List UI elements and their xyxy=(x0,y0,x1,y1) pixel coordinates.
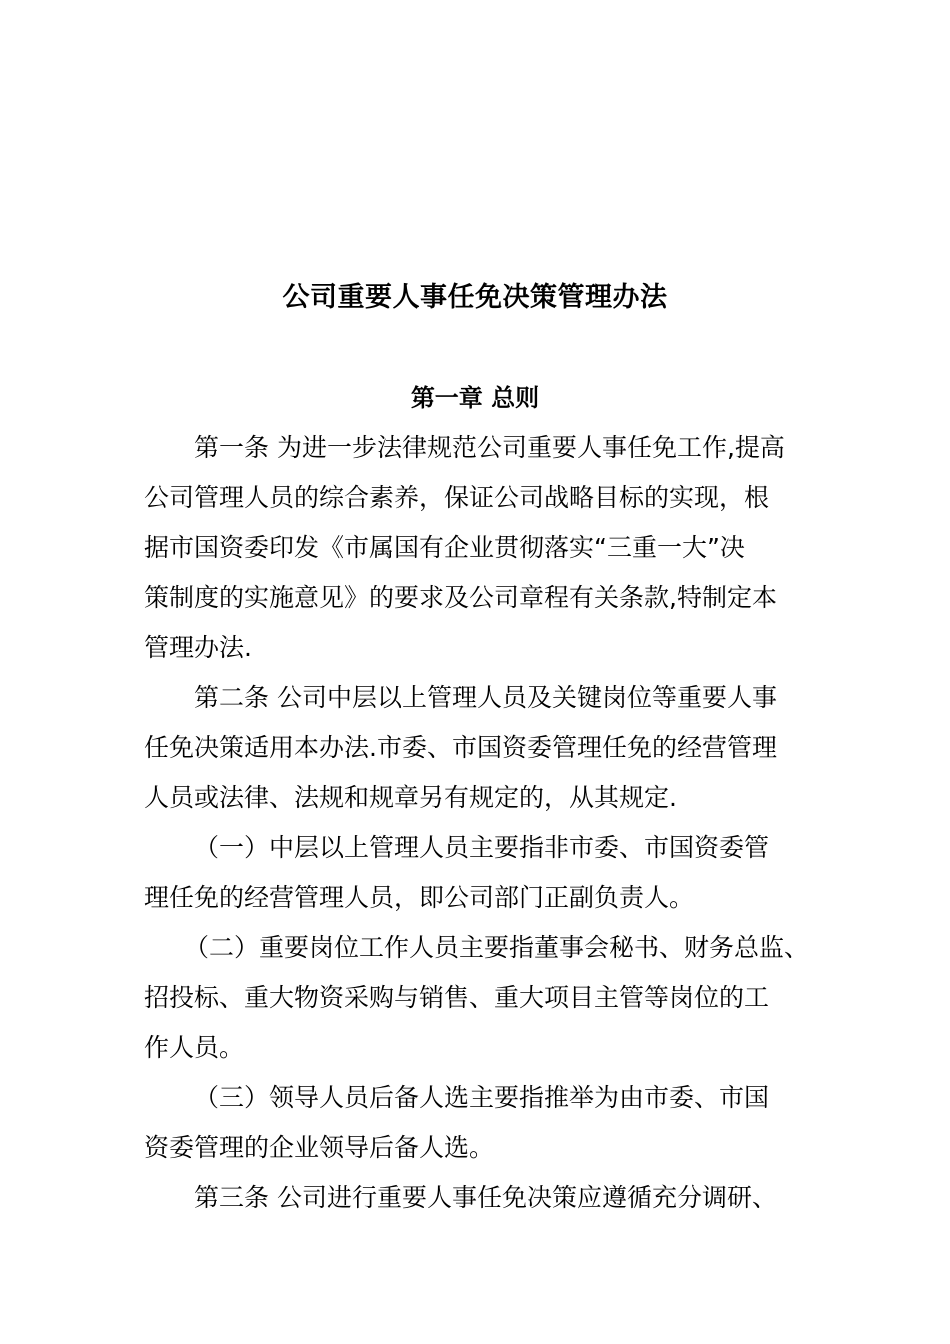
paragraph-line: 作人员。 xyxy=(144,1033,245,1062)
paragraph-line: （二）重要岗位工作人员主要指董事会秘书、财务总监、 xyxy=(184,933,810,962)
paragraph-line: 第二条 公司中层以上管理人员及关键岗位等重要人事 xyxy=(194,683,777,712)
paragraph-line: 第三条 公司进行重要人事任免决策应遵循充分调研、 xyxy=(194,1183,777,1212)
paragraph-line: 任免决策适用本办法.市委、市国资委管理任免的经营管理 xyxy=(144,733,777,762)
paragraph-line: 公司管理人员的综合素养，保证公司战略目标的实现，根 xyxy=(144,483,770,512)
paragraph-line: （三）领导人员后备人选主要指推举为由市委、市国 xyxy=(194,1083,770,1112)
paragraph-line: 管理办法. xyxy=(144,633,252,662)
paragraph-line: 据市国资委印发《市属国有企业贯彻落实“三重一大”决 xyxy=(144,533,745,562)
document-title: 公司重要人事任免决策管理办法 xyxy=(282,282,668,313)
paragraph-line: 人员或法律、法规和规章另有规定的，从其规定. xyxy=(144,783,677,812)
paragraph-line: 第一条 为进一步法律规范公司重要人事任免工作,提高 xyxy=(194,433,785,462)
paragraph-line: 理任免的经营管理人员，即公司部门正副负责人。 xyxy=(144,883,695,912)
paragraph-line: 资委管理的企业领导后备人选。 xyxy=(144,1133,495,1162)
paragraph-line: （一）中层以上管理人员主要指非市委、市国资委管 xyxy=(194,833,770,862)
paragraph-line: 策制度的实施意见》的要求及公司章程有关条款,特制定本 xyxy=(144,583,777,612)
chapter-heading: 第一章 总则 xyxy=(410,384,540,412)
paragraph-line: 招投标、重大物资采购与销售、重大项目主管等岗位的工 xyxy=(144,983,770,1012)
